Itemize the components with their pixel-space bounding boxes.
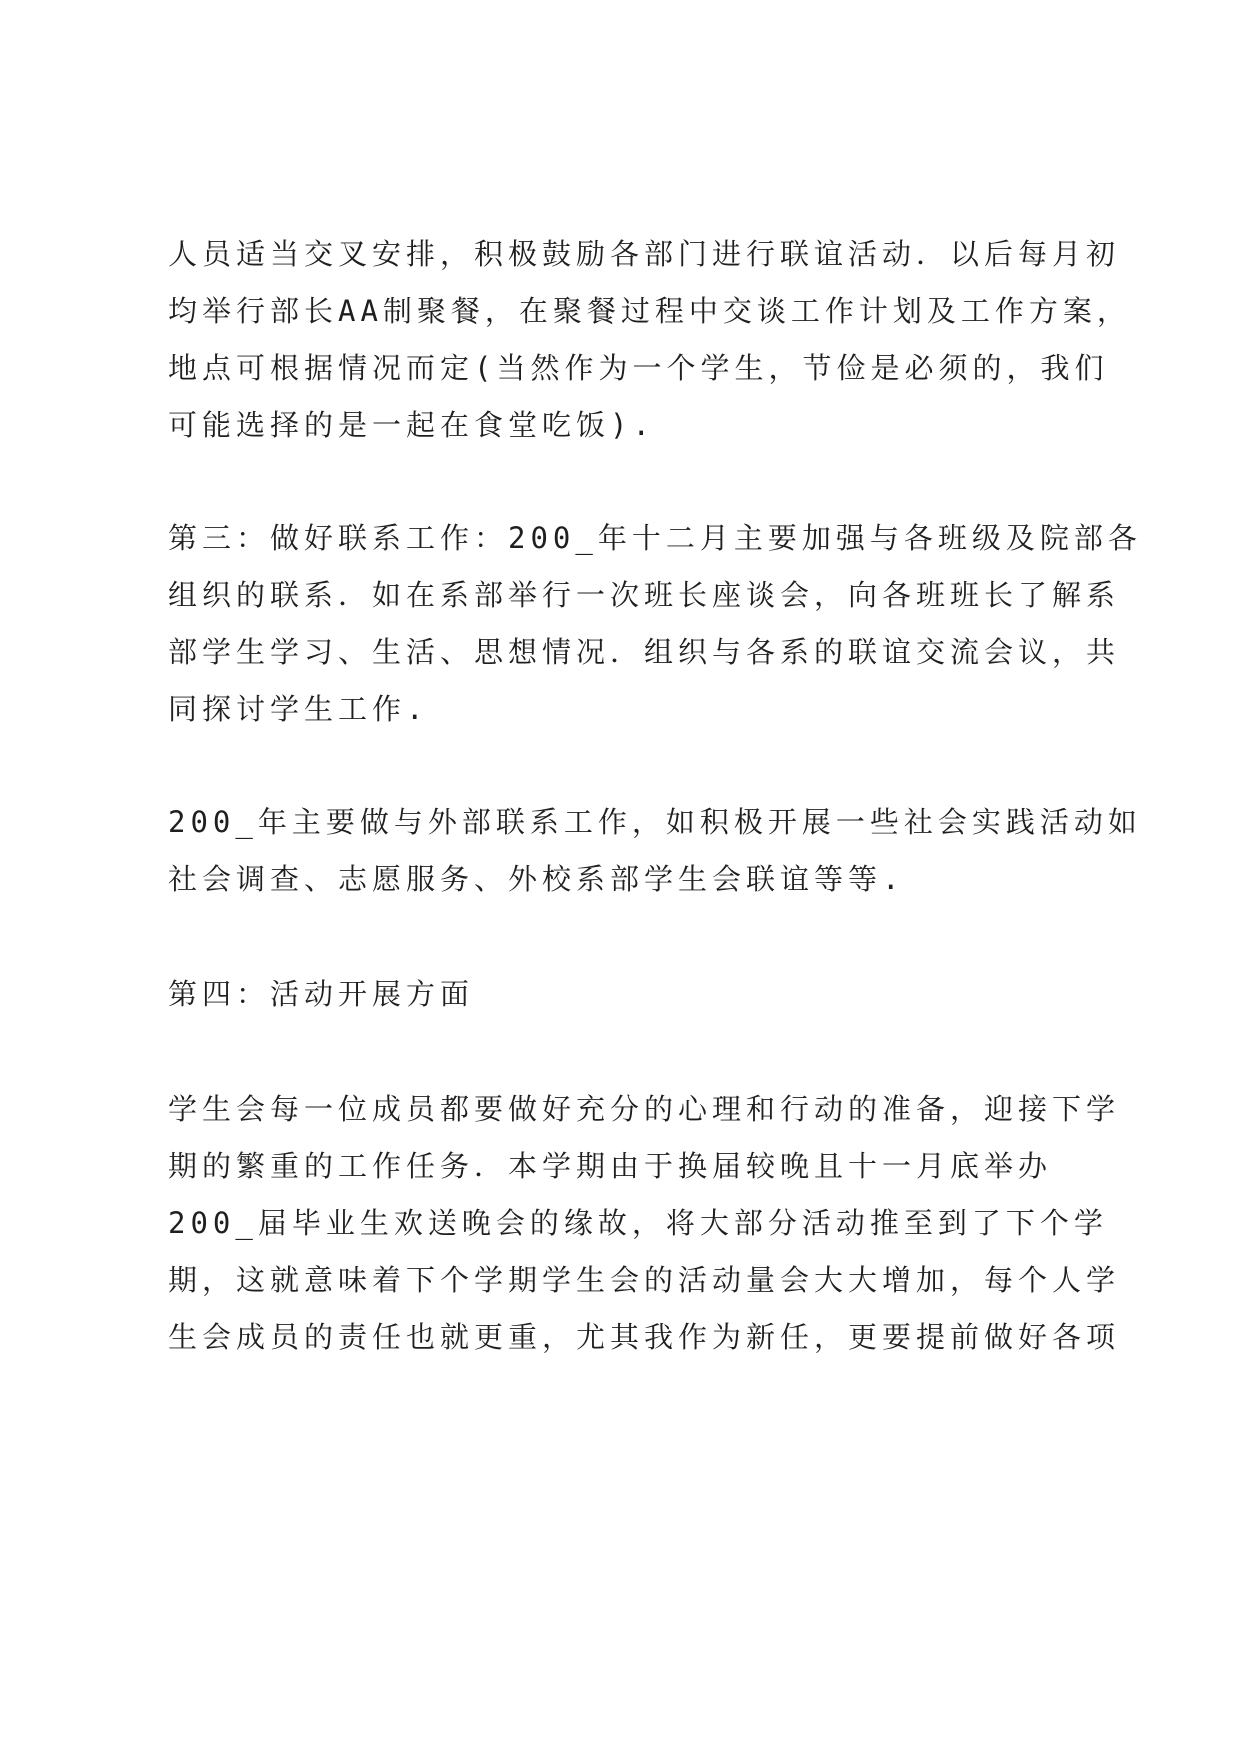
document-body: [168, 226, 1142, 1366]
section-heading-line: 第四：活动开展方面: [168, 977, 475, 1011]
paragraph-5-line-3: 200_届毕业生欢送晚会的缘故，将大部分活动推至到了下个学: [168, 1206, 1108, 1240]
paragraph-5: [168, 1081, 1121, 1366]
paragraph-3-line-1: 200_年主要做与外部联系工作，如积极开展一些社会实践活动如: [168, 805, 1142, 839]
paragraph-3: [168, 794, 1142, 908]
paragraph-1-line-3: 地点可根据情况而定(当然作为一个学生，节俭是必须的，我们: [168, 351, 1109, 385]
paragraph-1: [168, 226, 1131, 454]
paragraph-5-line-2: 期的繁重的工作任务．本学期由于换届较晚且十一月底举办: [168, 1149, 1053, 1183]
paragraph-1-line-1: 人员适当交叉安排，积极鼓励各部门进行联谊活动．以后每月初: [168, 237, 1121, 271]
paragraph-5-line-1: 学生会每一位成员都要做好充分的心理和行动的准备，迎接下学: [168, 1092, 1121, 1126]
paragraph-3-line-2: 社会调查、志愿服务、外校系部学生会联谊等等.: [168, 862, 905, 896]
paragraph-1-line-2: 均举行部长AA制聚餐，在聚餐过程中交谈工作计划及工作方案，: [168, 294, 1131, 328]
paragraph-2-line-1: 第三：做好联系工作：200_年十二月主要加强与各班级及院部各: [168, 521, 1142, 555]
paragraph-2: [168, 510, 1142, 738]
paragraph-5-line-5: 生会成员的责任也就更重，尤其我作为新任，更要提前做好各项: [168, 1320, 1121, 1354]
paragraph-5-line-4: 期，这就意味着下个学期学生会的活动量会大大增加，每个人学: [168, 1263, 1121, 1297]
paragraph-2-line-3: 部学生学习、生活、思想情况．组织与各系的联谊交流会议，共: [168, 635, 1121, 669]
section-heading-activities: [168, 966, 1088, 1023]
paragraph-2-line-4: 同探讨学生工作.: [168, 692, 429, 726]
paragraph-2-line-2: 组织的联系．如在系部举行一次班长座谈会，向各班班长了解系: [168, 578, 1121, 612]
paragraph-1-line-4: 可能选择的是一起在食堂吃饭).: [168, 408, 655, 442]
